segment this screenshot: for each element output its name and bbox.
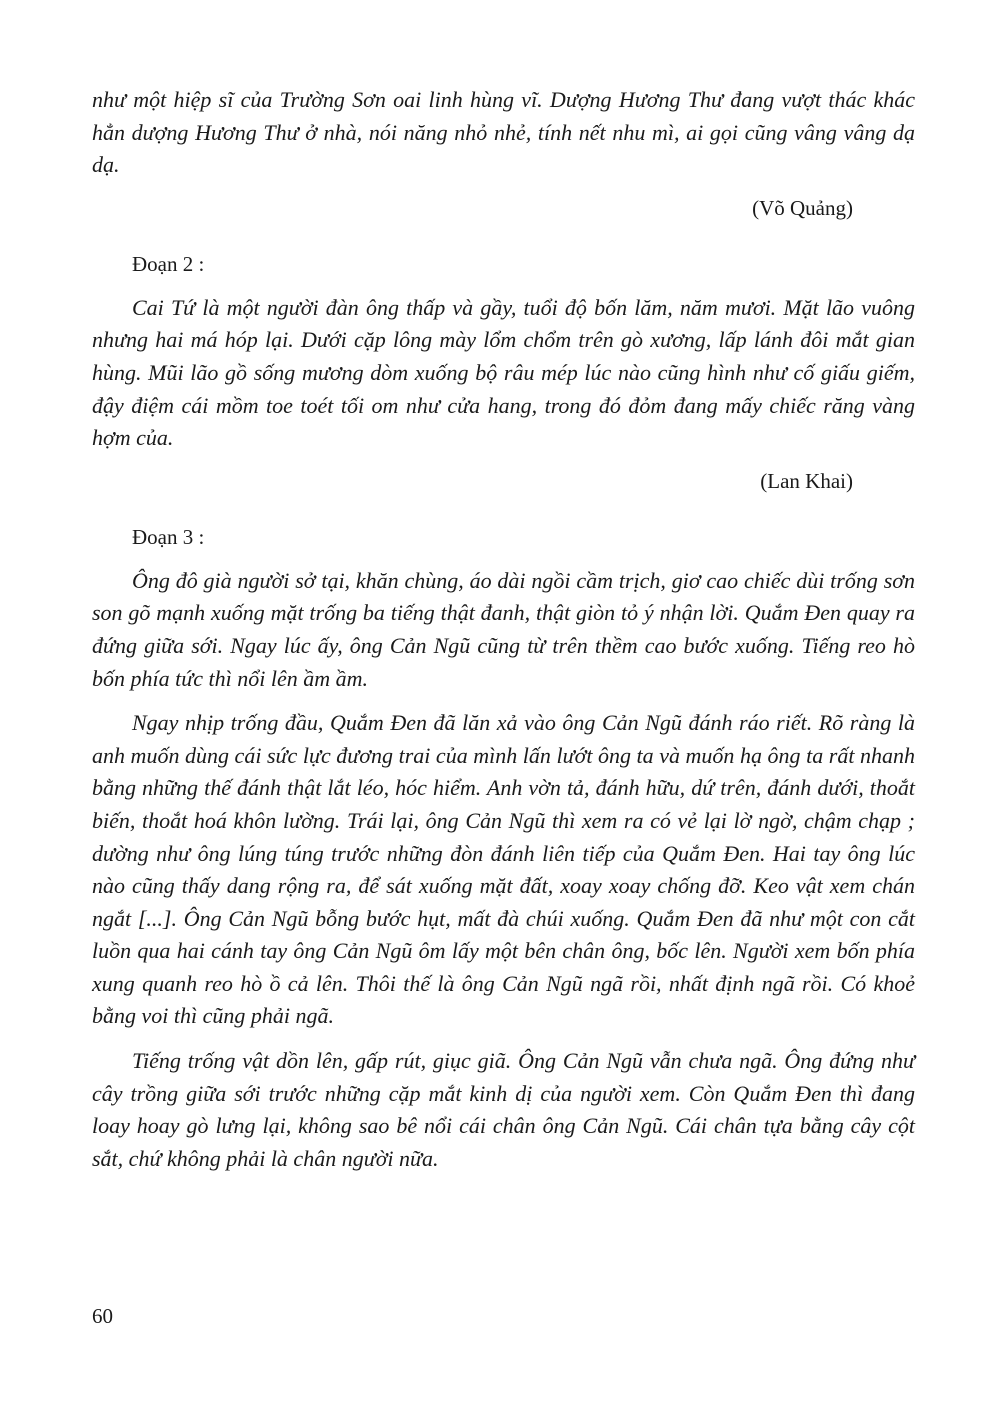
spacer (92, 224, 915, 248)
spacer (92, 553, 915, 565)
spacer (92, 695, 915, 707)
spacer (92, 182, 915, 192)
section-3-paragraph-2: Ngay nhịp trống đầu, Quắm Đen đã lăn xả vào ông Cản Ngũ đánh ráo riết. Rõ ràng là anh muốn dùng cái sức lực đương trai của mình lấn lướt ông ta và muốn hạ ông ta rất nhanh bằng những thế đánh thật lắt léo, hóc hiểm. Anh vờn tả, đánh hữu, dứ trên, đánh dưới, thoắt biến, thoắt hoá khôn lường. Trái lại, ông Cản Ngũ thì xem ra có vẻ lại lờ ngờ, chậm chạp ; dường như ông lúng túng trước những đòn đánh liên tiếp của Quắm Đen. Hai tay ông lúc nào cũng thấy dang rộng ra, để sát xuống mặt đất, xoay xoay chống đỡ. Keo vật xem chán ngắt [...]. Ông Cản Ngũ bỗng bước hụt, mất đà chúi xuống. Quắm Đen đã như một con cắt luồn qua hai cánh tay ông Cản Ngũ ôm lấy một bên chân ông, bốc lên. Người xem bốn phía xung quanh reo hò ồ cả lên. Thôi thế là ông Cản Ngũ ngã rồi, nhất định ngã rồi. Có khoẻ bằng voi thì cũng phải ngã. (92, 710, 915, 1029)
section-3-heading: Đoạn 3 : (132, 524, 205, 549)
page-number: 60 (92, 1304, 113, 1328)
source-citation-1: (Võ Quảng) (752, 195, 853, 220)
spacer (92, 280, 915, 292)
section-2-heading: Đoạn 2 : (132, 251, 205, 276)
continuation-paragraph: như một hiệp sĩ của Trường Sơn oai linh hùng vĩ. Dượng Hương Thư đang vượt thác khác hẳn dượng Hương Thư ở nhà, nói năng nhỏ nhẻ, tính nết nhu mì, ai gọi cũng vâng vâng dạ dạ. (92, 87, 915, 178)
section-2-paragraph: Cai Tứ là một người đàn ông thấp và gầy, tuổi độ bốn lăm, năm mươi. Mặt lão vuông nhưng hai má hóp lại. Dưới cặp lông mày lổm chổm trên gò xương, lấp lánh đôi mắt gian hùng. Mũi lão gồ sống mương dòm xuống bộ râu mép lúc nào cũng hình như cố giấu giếm, đậy điệm cái mồm toe toét tối om như cửa hang, trong đó đỏm đang mấy chiếc răng vàng hợm của. (92, 294, 915, 451)
section-3-paragraph-1: Ông đô già người sở tại, khăn chùng, áo dài ngồi cầm trịch, giơ cao chiếc dùi trống sơn son gõ mạnh xuống mặt trống ba tiếng thật đanh, thật giòn tỏ ý nhận lời. Quắm Đen quay ra đứng giữa sới. Ngay lúc ấy, ông Cản Ngũ cũng từ trên thềm cao bước xuống. Tiếng reo hò bốn phía tức thì nổi lên ầm ầm. (92, 567, 915, 691)
spacer (92, 455, 915, 465)
spacer (92, 497, 915, 521)
source-citation-2: (Lan Khai) (760, 468, 853, 493)
spacer (92, 1033, 915, 1045)
section-3-paragraph-3: Tiếng trống vật dồn lên, gấp rút, giục giã. Ông Cản Ngũ vẫn chưa ngã. Ông đứng như cây trồng giữa sới trước những cặp mắt kinh dị của người xem. Còn Quắm Đen thì đang loay hoay gò lưng lại, không sao bê nổi cái chân ông Cản Ngũ. Cái chân tựa bằng cây cột sắt, chứ không phải là chân người nữa. (92, 1048, 915, 1171)
page-content (92, 84, 915, 1175)
